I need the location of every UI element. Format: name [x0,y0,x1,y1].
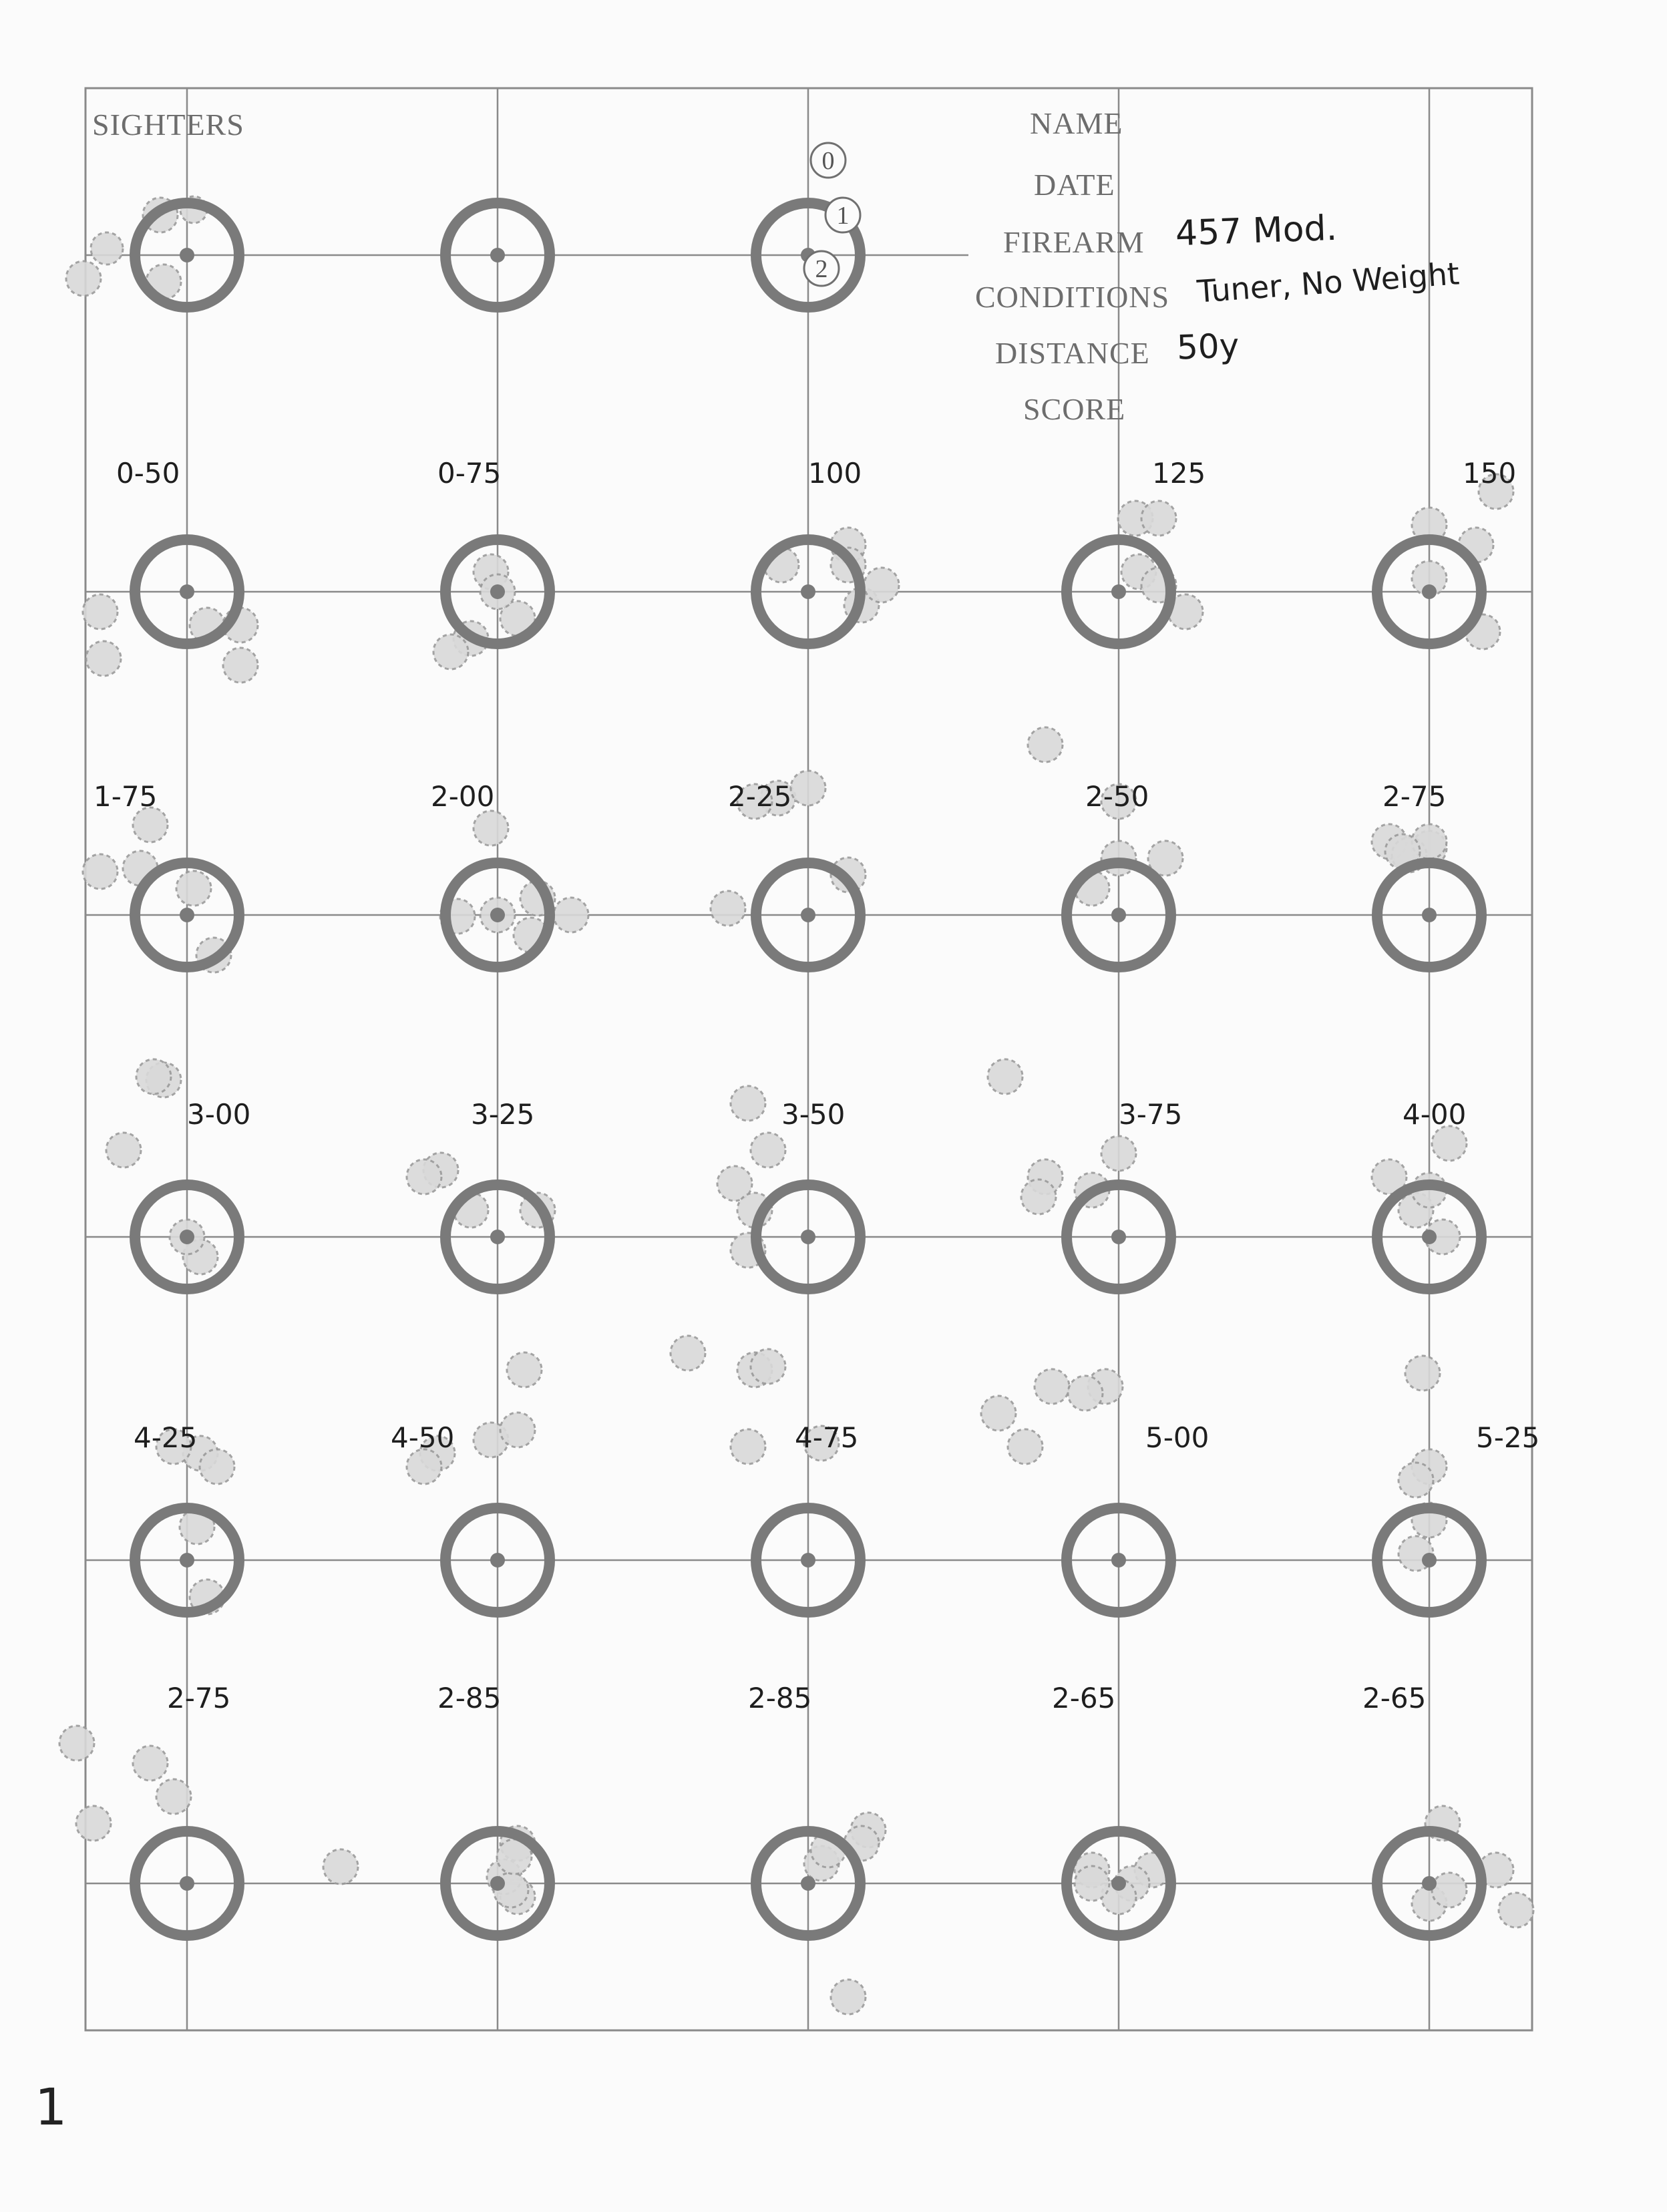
page-number: 1 [35,2077,67,2137]
sighter-mark-number: 2 [815,255,828,283]
bullet-hole [1068,1376,1103,1411]
shot-group-label: 3-25 [471,1098,535,1131]
shot-group-label: 1-75 [94,780,158,813]
bullet-hole [433,634,468,669]
name-label: NAME [1030,106,1123,140]
bullet-hole [200,1449,234,1484]
bullet-hole [59,1726,94,1761]
bullet-hole [1028,727,1063,762]
aiming-dot [180,1230,194,1244]
aiming-dot [180,1553,194,1568]
date-label: DATE [1034,168,1115,202]
bullet-hole [76,1806,111,1841]
bullet-hole [223,648,258,683]
bullet-hole [1499,1893,1533,1927]
bullet-hole [323,1849,358,1884]
bullet-hole [500,1413,535,1447]
shot-group-label: 100 [808,457,862,490]
bullet-hole [507,1352,542,1387]
firearm-value: 457 Mod. [1175,208,1338,254]
bullet-hole [751,1349,785,1384]
bullet-hole [106,1133,141,1167]
bullet-hole [1432,1873,1467,1907]
sighter-mark-number: 0 [821,147,835,175]
shot-group-label: 3-00 [187,1098,251,1131]
shot-group-label: 2-75 [1382,780,1447,813]
aiming-dot [1422,908,1437,922]
bullet-hole [83,854,118,889]
shot-group-label: 2-75 [167,1682,231,1714]
shot-group-label: 3-50 [781,1098,846,1131]
bullet-hole [1021,1179,1056,1214]
aiming-dot [490,248,505,262]
bullet-hole [407,1449,441,1484]
score-label: SCORE [1023,392,1126,426]
shot-group-label: 2-65 [1362,1682,1427,1714]
bullet-hole [1432,1126,1467,1161]
bullet-hole [86,641,121,676]
sighter-mark-number: 1 [836,202,850,230]
bullet-hole [1141,501,1176,536]
bullet-hole [751,1133,785,1167]
aiming-dot [490,1553,505,1568]
conditions-value: Tuner, No Weight [1195,255,1461,310]
sighters-label: SIGHTERS [92,108,244,142]
bullet-hole [831,1980,866,2014]
aiming-dot [1111,584,1126,599]
target-grid [85,88,1532,2030]
bullet-hole [554,898,588,932]
shot-group-label: 0-50 [116,457,180,490]
aiming-dot [1111,1553,1126,1568]
shot-group-label: 5-25 [1476,1421,1540,1454]
bullet-hole [1101,1136,1136,1171]
aiming-dot [1422,584,1437,599]
aiming-dot [1111,908,1126,922]
aiming-dot [180,1876,194,1891]
aiming-dot [1422,1876,1437,1891]
aiming-dot [1422,1230,1437,1244]
shot-group-label: 2-85 [748,1682,812,1714]
distance-label: DISTANCE [995,336,1150,370]
bullet-hole [981,1396,1016,1431]
aiming-dot [490,584,505,599]
aiming-dot [490,908,505,922]
shot-group-label: 2-25 [728,780,792,813]
firearm-label: FIREARM [1003,225,1145,259]
bullet-hole [731,1429,765,1464]
shot-group-label: 0-75 [437,457,502,490]
shot-group-label: 4-25 [134,1421,198,1454]
shot-group-label: 4-50 [391,1421,455,1454]
aiming-dot [490,1230,505,1244]
shot-group-label: 4-00 [1403,1098,1467,1131]
bullet-hole [1405,1356,1440,1391]
bullet-hole [136,1059,171,1094]
aiming-dot [801,908,815,922]
bullet-hole [407,1159,441,1194]
bullet-hole [83,594,118,629]
bullet-hole [711,891,745,926]
bullet-hole [791,771,825,805]
bullet-hole [1008,1429,1043,1464]
bullet-hole [133,1746,168,1781]
aiming-dot [801,584,815,599]
bullet-hole [91,232,123,264]
bullet-hole [156,1779,191,1814]
bullet-hole [1399,1463,1433,1497]
shot-group-label: 2-85 [437,1682,502,1714]
bullet-hole [671,1336,705,1370]
bullet-hole [66,261,101,296]
aiming-dot [801,1553,815,1568]
sighter-marks [804,143,860,286]
distance-value: 50y [1176,326,1240,367]
shot-group-label: 150 [1463,457,1517,490]
aiming-dot [180,584,194,599]
bullet-hole [176,871,211,906]
bullet-hole [864,568,899,602]
shot-group-label: 2-00 [431,780,495,813]
aiming-dot [490,1876,505,1891]
shot-group-label: 2-65 [1052,1682,1116,1714]
bullet-hole [731,1086,765,1121]
conditions-label: CONDITIONS [975,280,1170,314]
aiming-dot [801,1876,815,1891]
aiming-dot [180,908,194,922]
bullet-hole [1075,1866,1109,1901]
shot-group-label: 5-00 [1145,1421,1210,1454]
bullet-hole [474,811,508,846]
aiming-dot [801,1230,815,1244]
aiming-dot [1111,1876,1126,1891]
shot-group-label: 4-75 [795,1421,859,1454]
bullet-hole [1035,1369,1069,1404]
aiming-dot [180,248,194,262]
aiming-dot [1422,1553,1437,1568]
aiming-dot [1111,1230,1126,1244]
shot-group-label: 125 [1152,457,1206,490]
shot-group-label: 3-75 [1119,1098,1183,1131]
shot-group-label: 2-50 [1085,780,1149,813]
bullet-hole [988,1059,1023,1094]
